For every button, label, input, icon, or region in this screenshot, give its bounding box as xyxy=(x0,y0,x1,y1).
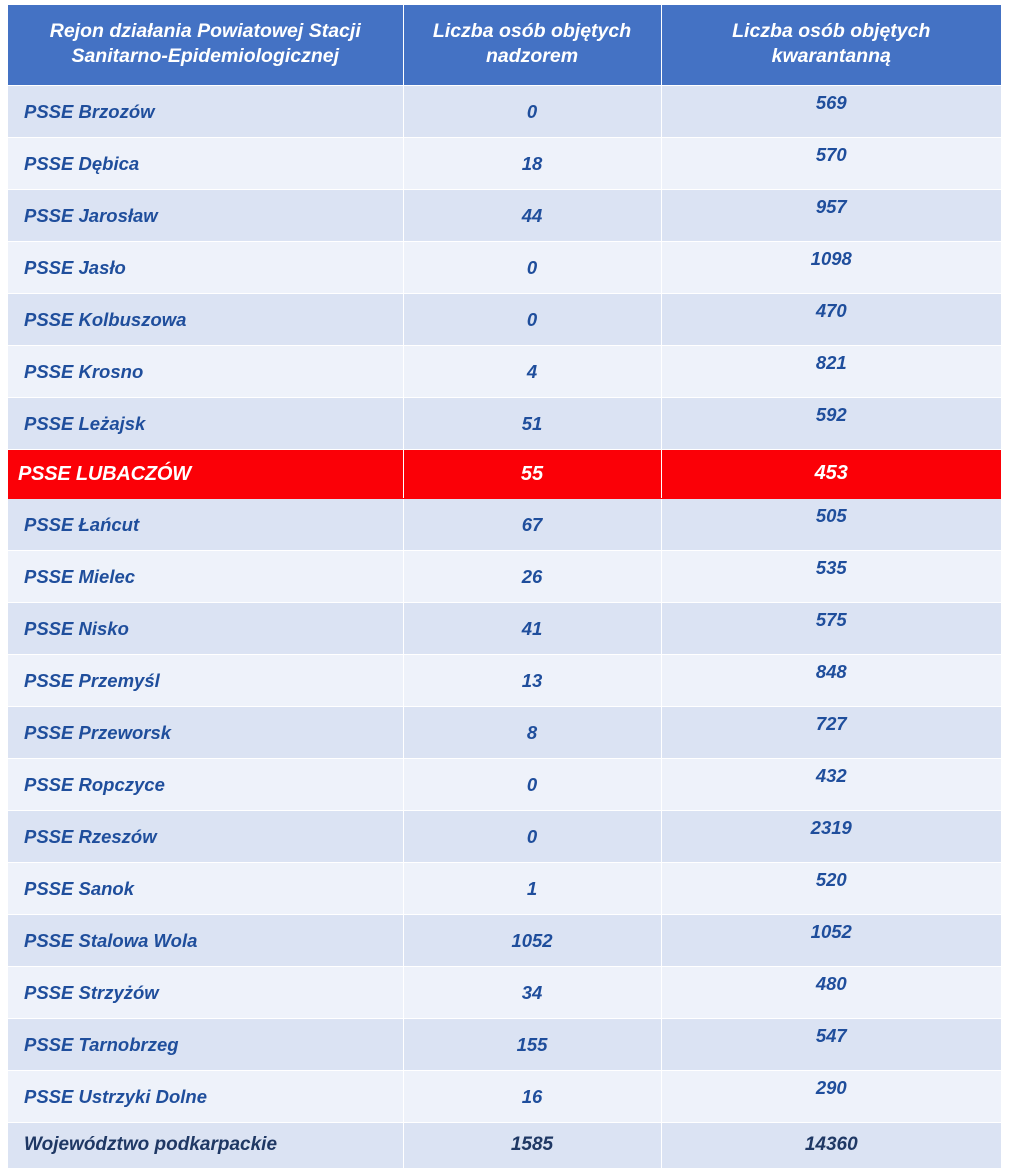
cell-region-name: PSSE Kolbuszowa xyxy=(8,294,403,346)
cell-surveillance-count: 16 xyxy=(403,1071,661,1123)
table-row xyxy=(8,346,1001,398)
cell-surveillance-count: 0 xyxy=(403,811,661,863)
cell-quarantine-count: 570 xyxy=(661,138,1001,190)
cell-quarantine-count: 520 xyxy=(661,863,1001,915)
table-row xyxy=(8,603,1001,655)
cell-surveillance-count: 4 xyxy=(403,346,661,398)
table-row xyxy=(8,1071,1001,1123)
table-row xyxy=(8,398,1001,450)
table-body xyxy=(8,86,1001,1168)
cell-quarantine-count: 592 xyxy=(661,398,1001,450)
cell-quarantine-count: 848 xyxy=(661,655,1001,707)
cell-region-name: PSSE Jarosław xyxy=(8,190,403,242)
cell-region-name: PSSE Przeworsk xyxy=(8,707,403,759)
table-row xyxy=(8,1019,1001,1071)
cell-quarantine-count: 1052 xyxy=(661,915,1001,967)
cell-region-name: PSSE LUBACZÓW xyxy=(8,450,403,499)
cell-region-name: PSSE Krosno xyxy=(8,346,403,398)
cell-quarantine-count: 547 xyxy=(661,1019,1001,1071)
table-row xyxy=(8,707,1001,759)
cell-surveillance-count: 26 xyxy=(403,551,661,603)
cell-surveillance-count: 51 xyxy=(403,398,661,450)
cell-surveillance-count: 18 xyxy=(403,138,661,190)
table-row xyxy=(8,86,1001,138)
cell-surveillance-count: 55 xyxy=(403,450,661,499)
cell-quarantine-count: 480 xyxy=(661,967,1001,1019)
cell-quarantine-count: 453 xyxy=(661,450,1001,499)
column-header-surveillance: Liczba osób objętych nadzorem xyxy=(403,5,661,86)
table-row xyxy=(8,499,1001,551)
table-row xyxy=(8,811,1001,863)
table-header-row xyxy=(8,5,1001,86)
cell-region-name: PSSE Strzyżów xyxy=(8,967,403,1019)
table-row xyxy=(8,294,1001,346)
cell-region-name: PSSE Nisko xyxy=(8,603,403,655)
cell-region-name: PSSE Ropczyce xyxy=(8,759,403,811)
cell-surveillance-count: 155 xyxy=(403,1019,661,1071)
cell-surveillance-count: 41 xyxy=(403,603,661,655)
cell-region-name: Województwo podkarpackie xyxy=(8,1123,403,1168)
cell-surveillance-count: 67 xyxy=(403,499,661,551)
cell-region-name: PSSE Brzozów xyxy=(8,86,403,138)
cell-region-name: PSSE Przemyśl xyxy=(8,655,403,707)
column-header-quarantine: Liczba osób objętych kwarantanną xyxy=(661,5,1001,86)
cell-quarantine-count: 505 xyxy=(661,499,1001,551)
cell-region-name: PSSE Jasło xyxy=(8,242,403,294)
table-row xyxy=(8,759,1001,811)
cell-surveillance-count: 44 xyxy=(403,190,661,242)
table-row-highlighted xyxy=(8,450,1001,499)
cell-surveillance-count: 1 xyxy=(403,863,661,915)
table-row xyxy=(8,190,1001,242)
cell-region-name: PSSE Sanok xyxy=(8,863,403,915)
cell-quarantine-count: 821 xyxy=(661,346,1001,398)
cell-quarantine-count: 727 xyxy=(661,707,1001,759)
cell-surveillance-count: 1585 xyxy=(403,1123,661,1168)
cell-surveillance-count: 13 xyxy=(403,655,661,707)
cell-quarantine-count: 569 xyxy=(661,86,1001,138)
table-header xyxy=(8,5,1001,86)
cell-quarantine-count: 14360 xyxy=(661,1123,1001,1168)
cell-quarantine-count: 290 xyxy=(661,1071,1001,1123)
table-row xyxy=(8,863,1001,915)
cell-region-name: PSSE Leżajsk xyxy=(8,398,403,450)
cell-region-name: PSSE Ustrzyki Dolne xyxy=(8,1071,403,1123)
cell-quarantine-count: 470 xyxy=(661,294,1001,346)
cell-quarantine-count: 2319 xyxy=(661,811,1001,863)
surveillance-quarantine-table xyxy=(8,5,1001,1168)
cell-region-name: PSSE Dębica xyxy=(8,138,403,190)
cell-surveillance-count: 0 xyxy=(403,86,661,138)
cell-surveillance-count: 0 xyxy=(403,759,661,811)
cell-surveillance-count: 1052 xyxy=(403,915,661,967)
cell-surveillance-count: 0 xyxy=(403,242,661,294)
table-row xyxy=(8,138,1001,190)
cell-surveillance-count: 0 xyxy=(403,294,661,346)
table-row xyxy=(8,551,1001,603)
column-header-region: Rejon działania Powiatowej Stacji Sanitarno-Epidemiologicznej xyxy=(8,5,403,86)
table-row xyxy=(8,655,1001,707)
cell-quarantine-count: 535 xyxy=(661,551,1001,603)
cell-quarantine-count: 957 xyxy=(661,190,1001,242)
cell-surveillance-count: 8 xyxy=(403,707,661,759)
cell-quarantine-count: 432 xyxy=(661,759,1001,811)
table-row xyxy=(8,242,1001,294)
cell-region-name: PSSE Tarnobrzeg xyxy=(8,1019,403,1071)
table-row-total xyxy=(8,1123,1001,1168)
cell-region-name: PSSE Mielec xyxy=(8,551,403,603)
table-row xyxy=(8,915,1001,967)
cell-quarantine-count: 1098 xyxy=(661,242,1001,294)
table-row xyxy=(8,967,1001,1019)
cell-region-name: PSSE Stalowa Wola xyxy=(8,915,403,967)
cell-region-name: PSSE Rzeszów xyxy=(8,811,403,863)
cell-region-name: PSSE Łańcut xyxy=(8,499,403,551)
cell-quarantine-count: 575 xyxy=(661,603,1001,655)
cell-surveillance-count: 34 xyxy=(403,967,661,1019)
